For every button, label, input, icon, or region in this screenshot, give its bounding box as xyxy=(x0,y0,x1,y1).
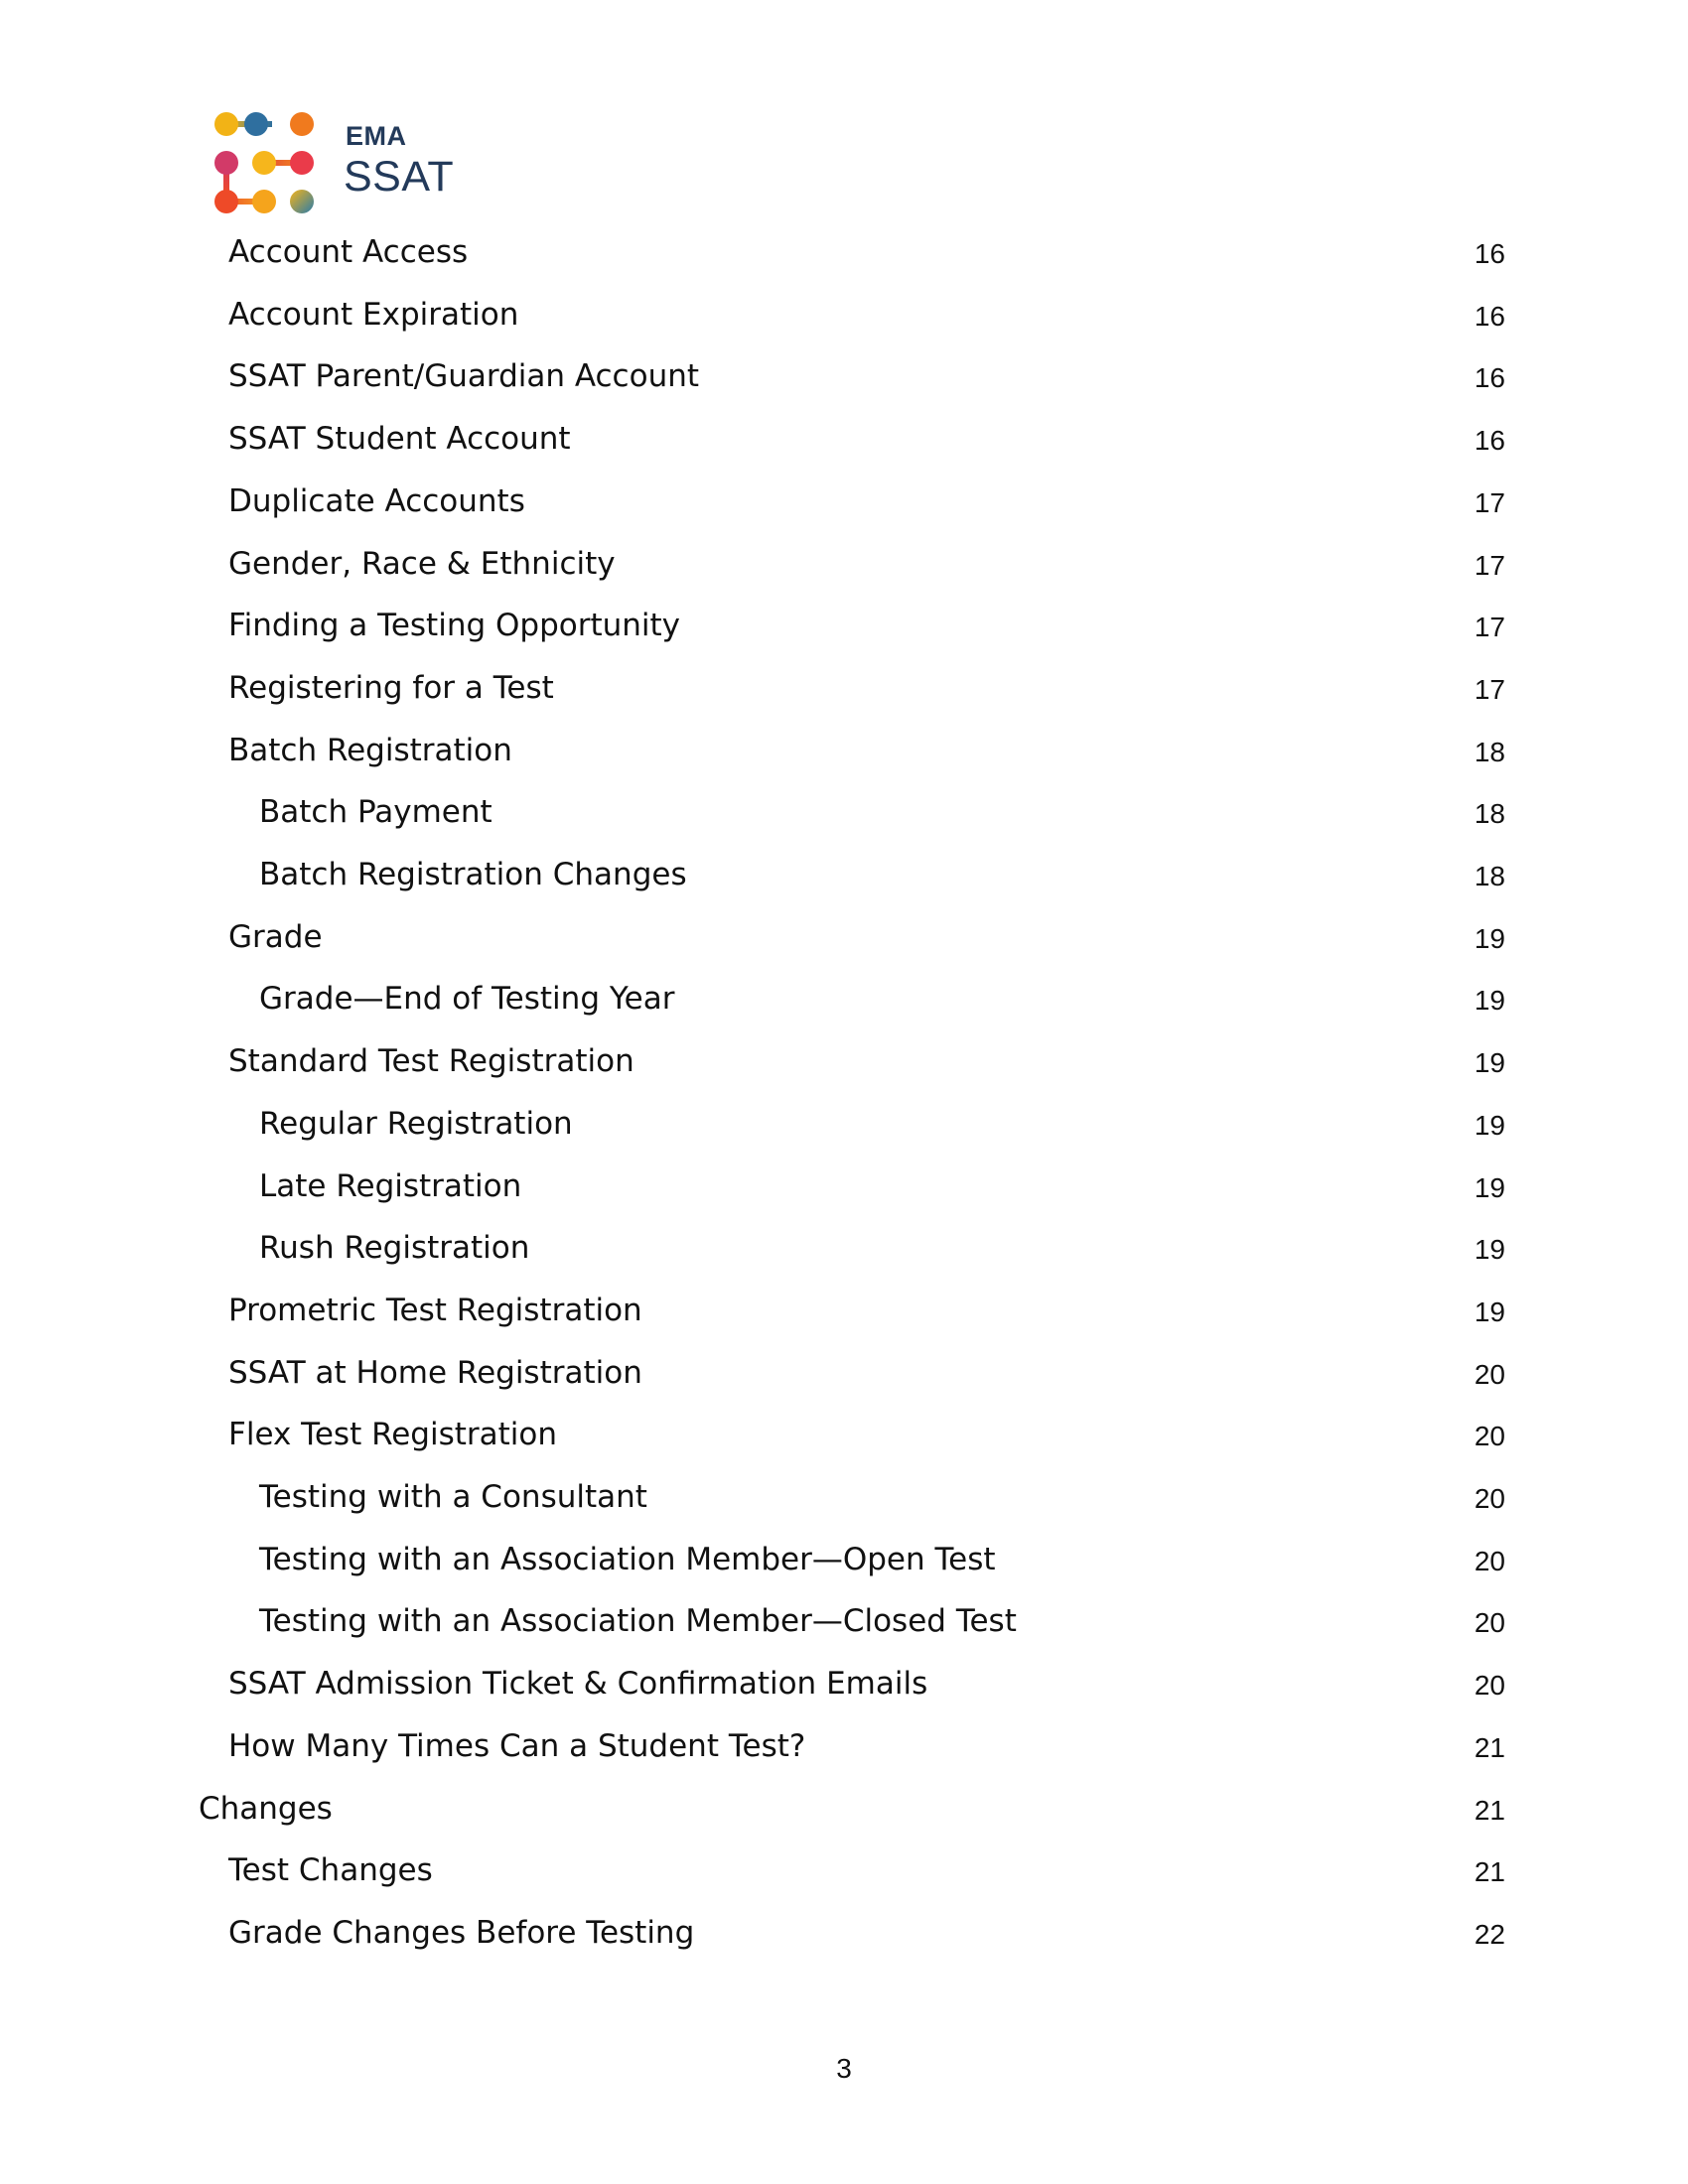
toc-entry-page: 17 xyxy=(1474,549,1505,581)
toc-entry-title[interactable]: SSAT Parent/Guardian Account xyxy=(228,358,700,395)
toc-entry-page: 19 xyxy=(1474,922,1505,954)
toc-entry[interactable] xyxy=(0,1415,1688,1464)
toc-entry[interactable] xyxy=(0,1104,1688,1154)
toc-entry-page: 19 xyxy=(1474,1109,1505,1141)
toc-entry[interactable] xyxy=(0,1726,1688,1776)
toc-entry-title[interactable]: Gender, Race & Ethnicity xyxy=(228,545,616,582)
toc-entry-page: 21 xyxy=(1474,1731,1505,1763)
toc-entry-title[interactable]: Grade—End of Testing Year xyxy=(259,981,675,1018)
toc-entry-page: 16 xyxy=(1474,425,1505,457)
toc-entry-title[interactable]: Rush Registration xyxy=(259,1230,530,1267)
toc-entry[interactable] xyxy=(0,855,1688,904)
toc-entry[interactable] xyxy=(0,1789,1688,1839)
toc-entry[interactable] xyxy=(0,1291,1688,1340)
toc-entry-page: 20 xyxy=(1474,1607,1505,1639)
toc-entry-page: 19 xyxy=(1474,1047,1505,1079)
toc-entry-title[interactable]: Flex Test Registration xyxy=(228,1417,558,1453)
toc-entry-title[interactable]: Prometric Test Registration xyxy=(228,1292,642,1328)
toc-entry-title[interactable]: Changes xyxy=(199,1790,333,1827)
toc-entry[interactable] xyxy=(0,232,1688,282)
toc-entry-page: 18 xyxy=(1474,798,1505,830)
toc-entry-title[interactable]: Finding a Testing Opportunity xyxy=(228,608,681,644)
toc-entry-title[interactable]: Registering for a Test xyxy=(228,669,554,706)
toc-entry[interactable] xyxy=(0,731,1688,780)
toc-entry[interactable] xyxy=(0,356,1688,406)
toc-entry[interactable] xyxy=(0,481,1688,531)
toc-entry-title[interactable]: Duplicate Accounts xyxy=(228,482,525,519)
toc-entry[interactable] xyxy=(0,606,1688,655)
toc-entry[interactable] xyxy=(0,979,1688,1028)
toc-entry-title[interactable]: Account Expiration xyxy=(228,296,519,333)
toc-entry[interactable] xyxy=(0,295,1688,344)
toc-entry[interactable] xyxy=(0,792,1688,842)
logo-text-ssat: SSAT xyxy=(344,153,455,201)
toc-entry-page: 20 xyxy=(1474,1670,1505,1702)
toc-entry-title[interactable]: SSAT at Home Registration xyxy=(228,1354,642,1391)
toc-entry[interactable] xyxy=(0,1850,1688,1900)
toc-entry-page: 17 xyxy=(1474,486,1505,518)
toc-entry-title[interactable]: Test Changes xyxy=(228,1852,433,1889)
toc-entry[interactable] xyxy=(0,1041,1688,1091)
toc-entry[interactable] xyxy=(0,1166,1688,1216)
toc-entry[interactable] xyxy=(0,668,1688,718)
toc-entry-page: 21 xyxy=(1474,1856,1505,1888)
toc-entry[interactable] xyxy=(0,419,1688,469)
toc-entry-title[interactable]: SSAT Student Account xyxy=(228,421,571,458)
toc-entry-page: 20 xyxy=(1474,1483,1505,1514)
toc-entry-page: 18 xyxy=(1474,861,1505,891)
toc-entry-title[interactable]: Batch Registration xyxy=(228,732,512,768)
toc-entry-page: 16 xyxy=(1474,300,1505,332)
toc-entry-page: 17 xyxy=(1474,673,1505,705)
toc-entry-title[interactable]: Testing with an Association Member—Closed Test xyxy=(259,1603,1017,1640)
toc-entry-title[interactable]: Regular Registration xyxy=(259,1105,573,1142)
toc-entry-page: 19 xyxy=(1474,1234,1505,1266)
toc-entry[interactable] xyxy=(0,917,1688,967)
ema-ssat-logo xyxy=(211,107,469,221)
toc-entry[interactable] xyxy=(0,544,1688,594)
toc-entry[interactable] xyxy=(0,1601,1688,1651)
toc-entry-page: 19 xyxy=(1474,1296,1505,1327)
toc-entry[interactable] xyxy=(0,1353,1688,1403)
toc-entry-title[interactable]: Grade Changes Before Testing xyxy=(228,1914,695,1951)
toc-entry[interactable] xyxy=(0,1913,1688,1963)
toc-entry-page: 16 xyxy=(1474,238,1505,269)
toc-entry-page: 16 xyxy=(1474,362,1505,394)
toc-entry-page: 22 xyxy=(1474,1918,1505,1950)
toc-entry[interactable] xyxy=(0,1540,1688,1589)
toc-entry-title[interactable]: Batch Registration Changes xyxy=(259,857,687,892)
toc-entry-title[interactable]: How Many Times Can a Student Test? xyxy=(228,1727,806,1764)
toc-entry-title[interactable]: Testing with an Association Member—Open Test xyxy=(259,1541,996,1577)
toc-entry-page: 19 xyxy=(1474,985,1505,1017)
logo-mark-icon xyxy=(211,107,330,218)
toc-entry-page: 20 xyxy=(1474,1545,1505,1576)
toc-entry-page: 17 xyxy=(1474,612,1505,643)
toc-entry[interactable] xyxy=(0,1477,1688,1527)
logo-text-ema: EMA xyxy=(346,121,407,151)
toc-entry-page: 19 xyxy=(1474,1171,1505,1203)
toc-entry-title[interactable]: Account Access xyxy=(228,234,469,270)
page-number: 3 xyxy=(836,2053,852,2084)
toc-entry-page: 20 xyxy=(1474,1358,1505,1390)
toc-entry-title[interactable]: Grade xyxy=(228,918,323,955)
toc-entry-title[interactable]: Late Registration xyxy=(259,1167,522,1204)
toc-entry[interactable] xyxy=(0,1664,1688,1713)
toc-entry-title[interactable]: Standard Test Registration xyxy=(228,1043,634,1080)
toc-entry-page: 21 xyxy=(1474,1794,1505,1826)
toc-entry-title[interactable]: Testing with a Consultant xyxy=(259,1479,647,1515)
toc-entry-page: 18 xyxy=(1474,736,1505,767)
toc-entry-title[interactable]: SSAT Admission Ticket & Confirmation Emails xyxy=(228,1666,928,1703)
toc-entry-title[interactable]: Batch Payment xyxy=(259,794,492,831)
toc-entry-page: 20 xyxy=(1474,1421,1505,1452)
toc-entry[interactable] xyxy=(0,1228,1688,1278)
